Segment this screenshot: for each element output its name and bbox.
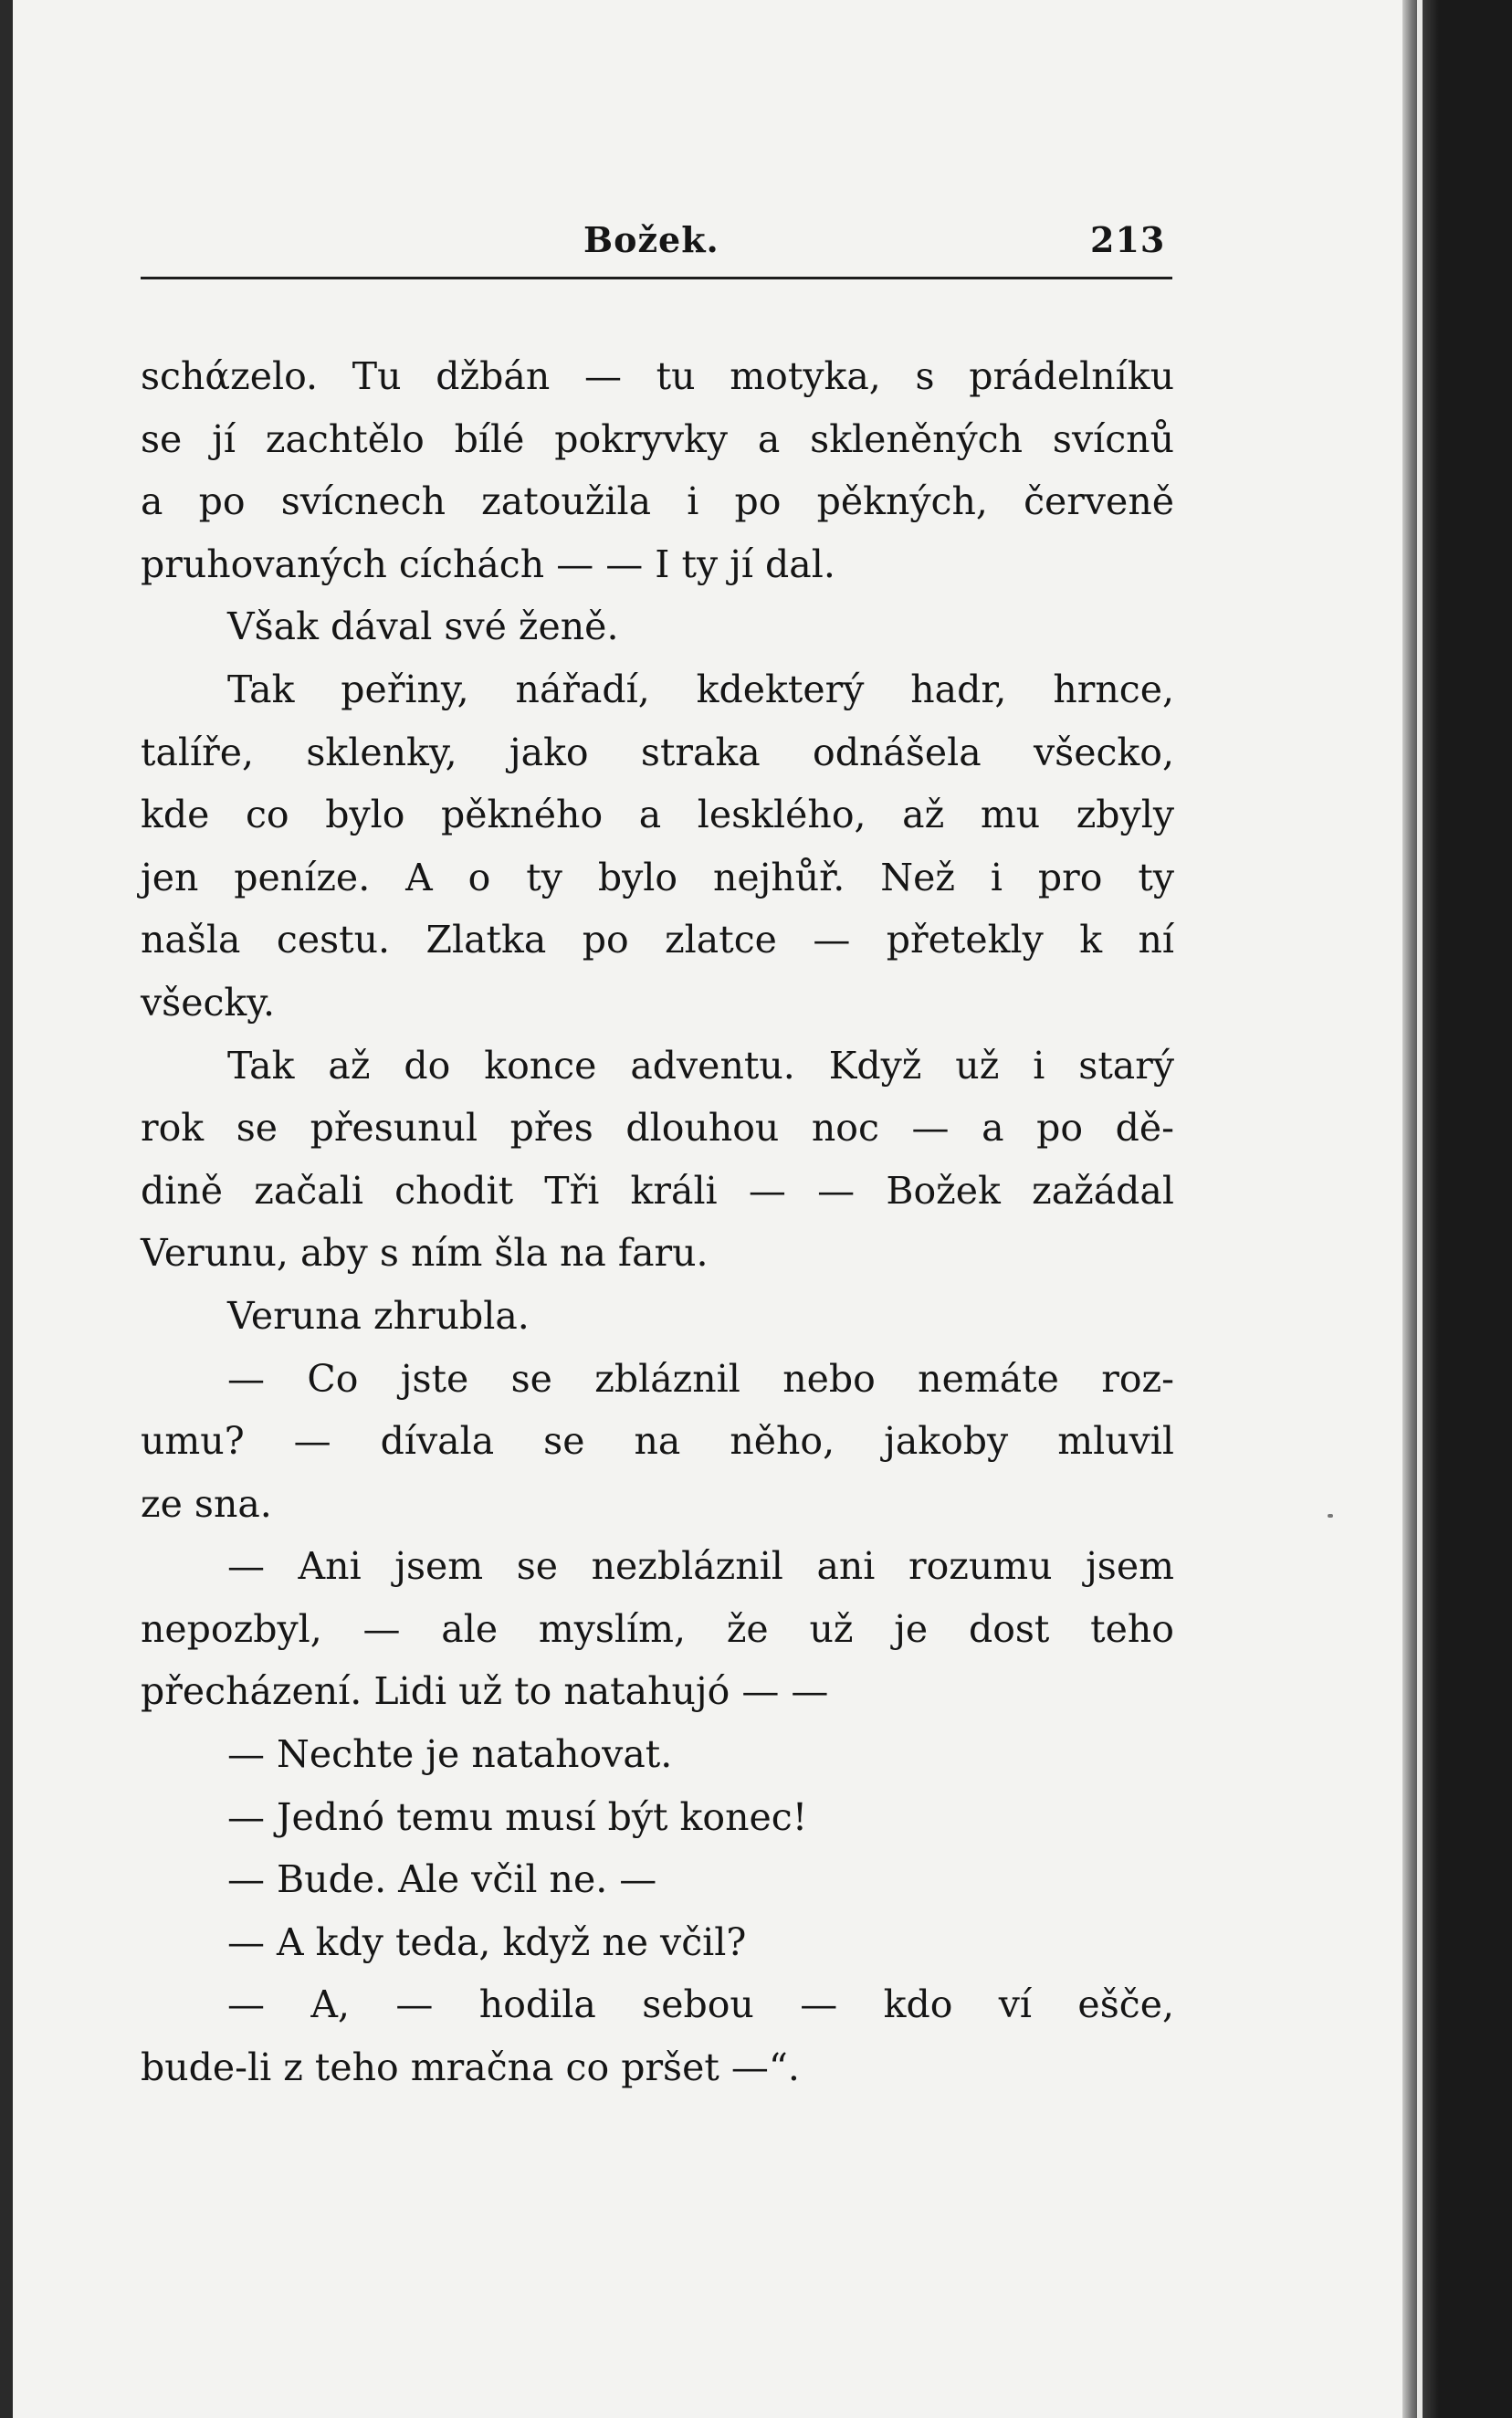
text-line: dině začali chodit Tři králi — — Božek zažádal [141, 1168, 1174, 1213]
page-right-edge [1402, 0, 1457, 2418]
text-line: schάzelo. Tu džbán — tu motyka, s prádelníku [141, 354, 1174, 398]
text-line: všecky. [141, 980, 276, 1025]
page-left-edge [0, 0, 13, 2418]
text-line: kde co bylo pěkného a lesklého, až mu zbyly [141, 793, 1174, 837]
text-line: jen peníze. A o ty bylo nejhůř. Než i pro ty [141, 855, 1174, 899]
text-line: ze sna. [141, 1481, 272, 1526]
running-title: Božek. [583, 219, 719, 260]
text-line: — A kdy teda, když ne včil? [227, 1919, 747, 1964]
paper-speck [1328, 1514, 1333, 1518]
text-line: nepozbyl, — ale myslím, že už je dost teho [141, 1606, 1174, 1651]
text-line: — Jednó temu musí být konec! [227, 1794, 808, 1839]
text-line: Tak až do konce adventu. Když už i starý [227, 1043, 1174, 1088]
text-line: — Nechte je natahovat. [227, 1732, 673, 1777]
text-line: bude-li z teho mračna co pršet —“. [141, 2045, 800, 2090]
body-text [141, 345, 1174, 2099]
text-line: — Co jste se zbláznil nebo nemáte roz- [227, 1356, 1174, 1401]
text-line: umu? — dívala se na něho, jakoby mluvil [141, 1419, 1174, 1464]
text-line: — Bude. Ale včil ne. — [227, 1857, 657, 1902]
text-line: a po svícnech zatoužila i po pěkných, červeně [141, 479, 1174, 524]
text-line: talíře, sklenky, jako straka odnášela všecko, [141, 730, 1174, 774]
text-line: se jí zachtělo bílé pokryvky a skleněných svícnů [141, 416, 1174, 461]
page-header [13, 219, 1457, 265]
page-number: 213 [1090, 219, 1166, 260]
text-line: rok se přesunul přes dlouhou noc — a po dě- [141, 1106, 1174, 1151]
text-line: Veruna zhrubla. [227, 1293, 530, 1338]
text-line: — Ani jsem se nezbláznil ani rozumu jsem [227, 1544, 1174, 1589]
header-rule [141, 277, 1172, 279]
text-line: našla cestu. Zlatka po zlatce — přetekly k ní [141, 918, 1174, 962]
text-line: Tak peřiny, nářadí, kdekterý hadr, hrnce, [227, 667, 1174, 711]
text-line: přecházení. Lidi už to natahujó — — [141, 1669, 829, 1714]
text-line: — A, — hodila sebou — kdo ví ešče, [227, 1982, 1174, 2027]
text-line: pruhovaných cíchách — — I ty jí dal. [141, 541, 835, 586]
book-page [13, 0, 1457, 2418]
text-line: Verunu, aby s ním šla na faru. [141, 1231, 709, 1276]
text-line: Však dával své ženě. [227, 604, 619, 649]
